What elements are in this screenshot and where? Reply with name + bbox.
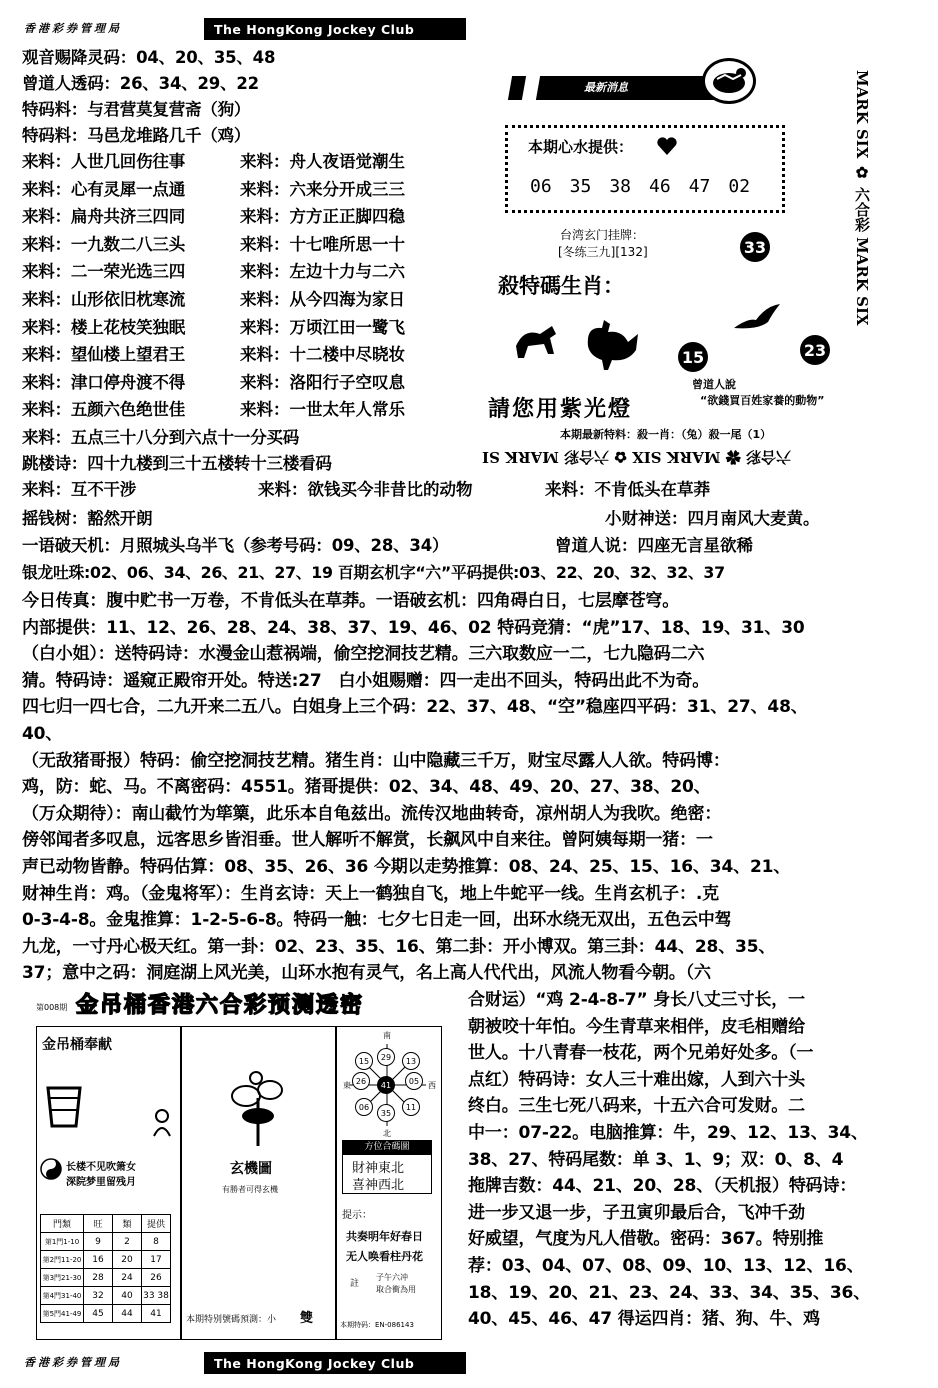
main-paragraph-line: （白小姐）：送特码诗：水漫金山惹祸端，偷空挖洞技艺精。三六取数应一二，七九隐码二六: [22, 644, 705, 665]
left-title: 金吊桶奉献: [42, 1037, 112, 1053]
fangwei-title: 方位合碼圖: [342, 1140, 432, 1154]
xishen: 喜神西北: [352, 1178, 405, 1193]
zeng-quote: “欲錢買百姓家養的動物”: [700, 394, 825, 407]
laili-right: 来料：六来分开成三三: [240, 179, 405, 199]
men-table-cell: 28: [84, 1269, 113, 1287]
mark-six-bottom: 六合彩 ✿ MARK SIX ✿ 六合彩 MARK SI: [482, 448, 791, 466]
main-paragraph-line: 37；意中之码：洞庭湖上风光美，山环水抱有灵气，名上高人代代出，风流人物看今朝。（六: [22, 963, 711, 984]
zeng-label: 曾道人說: [692, 378, 736, 391]
main-paragraph-line: 四七归一四七合，二九开来二五八。白姐身上三个码：22、37、48、“空”稳座四平码：31、27、48、: [22, 697, 808, 718]
taiwan-label: 台湾玄门挂牌：: [560, 228, 645, 242]
main-paragraph-line: （万众期待）：南山截竹为筚篥，此乐本自龟兹出。流传汉地曲转奇，凉州胡人为我吹。绝密：: [22, 803, 722, 824]
compass-south: 南: [383, 1031, 391, 1040]
men-table-row: [41, 1269, 171, 1287]
right-paragraph-line: 终白。三生七死八码来，十五六合可发财。二: [468, 1096, 805, 1117]
men-table-header-cell: 類: [113, 1215, 142, 1233]
predict-value: 雙: [300, 1311, 314, 1326]
men-table-cell: 40: [113, 1287, 142, 1305]
latest-news: 最新消息: [584, 81, 628, 94]
laili-right: 来料：一世太年人常乐: [240, 400, 405, 420]
row-yiyu-right: 曾道人说：四座无言星欲稀: [555, 536, 753, 555]
row-yinlong: 银龙吐珠:02、06、34、26、21、27、19 百期玄机字“六”平码提供:03、22、20、32、32、37: [22, 563, 725, 582]
row-yaoqian-right: 小财神送：四月南风大麦黄。: [605, 509, 820, 528]
yinyang-icon: [40, 1158, 62, 1184]
dragon-icon: [732, 300, 782, 338]
row-three-2: 来料：欲钱买今非昔比的动物: [258, 480, 473, 499]
main-paragraph-line: 猜。特码诗：遥窥正殿帘开处。特送:27 白小姐赐赠：四一走出不回头，特码出此不为奇。: [22, 670, 710, 691]
rooster-icon: [578, 316, 642, 376]
men-table-cell: 8: [142, 1233, 171, 1251]
main-paragraph-line: 声已动物皆静。特码估算：08、35、26、36 今期以走势推算：08、24、25、15、16、34、21、: [22, 856, 791, 877]
center-caption: 玄機圖: [230, 1161, 272, 1177]
row-three-3: 来料：不肯低头在草莽: [545, 480, 710, 499]
line-zengdao: 曾道人透码：26、34、29、22: [22, 74, 259, 93]
xinshui-numbers: 06 35 38 46 47 02: [530, 176, 751, 197]
right-paragraph-line: 点红）特码诗：女人三十难出嫁，人到六十头: [468, 1069, 805, 1090]
row-yaoqian-left: 摇钱树：豁然开朗: [22, 509, 153, 528]
mark-six-side: MARK SIX ✿ 六合彩 MARK SIX: [853, 70, 871, 326]
turtle-icon: [702, 58, 756, 104]
right-paragraph-line: 合财运）“鸡 2-4-8-7” 身长八丈三寸长，一: [468, 990, 805, 1010]
laili-left: 来料：津口停舟渡不得: [22, 372, 186, 392]
bottom-banner-cn: 香港彩券管理局: [14, 1352, 204, 1374]
right-paragraph-line: 40、45、46、47 得运四肖：猪、狗、牛、鸡: [468, 1309, 820, 1330]
laili-right: 来料：万顷江田一鹭飞: [240, 317, 405, 337]
compass-number: 29: [377, 1048, 395, 1066]
laili-right: 来料：洛阳行子空叹息: [240, 372, 405, 392]
laili-right: 来料：舟人夜语觉潮生: [240, 152, 405, 171]
men-table-header-cell: 提供: [142, 1215, 171, 1233]
men-table-header-cell: 門類: [41, 1215, 84, 1233]
right-paragraph-line: 荐：03、04、07、08、09、10、13、12、16、: [468, 1255, 864, 1276]
men-table-cell: 44: [113, 1305, 142, 1323]
mark-six-label-2: MARK SIX: [853, 237, 871, 326]
men-table-row: [41, 1233, 171, 1251]
right-paragraph-line: 38、27、特码尾数：单 3、1、9；双：0、8、4: [468, 1149, 844, 1170]
compass-west: 西: [428, 1081, 436, 1090]
laili-left: 来料：扁舟共济三四同: [22, 207, 186, 227]
circle-33: 33: [740, 232, 770, 262]
compass-north: 北: [383, 1129, 391, 1138]
note-label: 註: [350, 1279, 360, 1289]
compass-number: 15: [355, 1052, 373, 1070]
top-banner: [14, 18, 466, 40]
bottom-poem-2: 无人唤看柱丹花: [346, 1250, 423, 1263]
taiwan-value: [冬练三九][132]: [558, 245, 648, 259]
bottom-poem-1: 共奏明年好春日: [346, 1230, 423, 1243]
poem-line-2: 深院梦里留残月: [66, 1177, 136, 1188]
main-paragraph-line: 40、: [22, 723, 63, 744]
men-table-cell: 2: [113, 1233, 142, 1251]
right-paragraph-line: 拖牌吉数：44、21、20、28、（天机报）特码诗：: [468, 1176, 857, 1197]
predict-label: 本期特别號碼預測：小: [186, 1315, 277, 1325]
caishen: 財神東北: [352, 1161, 405, 1176]
compass-east: 東: [343, 1081, 351, 1090]
note-text-1: 子午六冲: [376, 1273, 408, 1282]
compass-number: 11: [402, 1098, 420, 1116]
line-guanyin: 观音赐降灵码：04、20、35、48: [22, 48, 276, 67]
row-three-1: 来料：互不干涉: [22, 480, 137, 499]
men-table-cell: 17: [142, 1251, 171, 1269]
men-table-header: [41, 1215, 171, 1233]
right-paragraph-line: 朝被咬十年怕。今生青草来相伴，皮毛相赠给: [468, 1016, 805, 1037]
right-paragraph-line: 世人。十八青春一枝花，两个兄弟好处多。（一: [468, 1043, 814, 1064]
purple-lamp: 請您用紫光燈: [488, 396, 633, 422]
laili-right: 来料：左边十力与二六: [240, 262, 405, 282]
compass-number: 06: [355, 1098, 373, 1116]
men-table-row: [41, 1287, 171, 1305]
laili-left: 来料：人世几回伤往事: [22, 152, 186, 171]
men-table-cell: 24: [113, 1269, 142, 1287]
compass-number: 13: [402, 1052, 420, 1070]
kill-title: 殺特碼生肖：: [498, 273, 624, 298]
bottom-banner: [14, 1352, 466, 1374]
laili-left: 来料：心有灵犀一点通: [22, 179, 186, 199]
right-paragraph-line: 18、19、20、21、23、24、33、34、35、36、: [468, 1282, 871, 1303]
men-table-cell: 第5門41-49: [41, 1305, 84, 1323]
circle-23: 23: [800, 335, 830, 365]
compass-number: 05: [405, 1072, 423, 1090]
laili-left: 来料：山形依旧枕寒流: [22, 290, 186, 309]
bottom-label: 提示：: [342, 1210, 372, 1221]
men-table-cell: 20: [113, 1251, 142, 1269]
main-paragraph-line: 今日传真：腹中贮书一万卷，不肯低头在草莽。一语破玄机：四角碍白日，七层摩苍穹。: [22, 591, 680, 611]
compass-number: 41: [377, 1076, 395, 1094]
circle-15: 15: [678, 342, 708, 372]
laili-right: 来料：十七唯所思一十: [240, 234, 405, 254]
line-wudian: 来料：五点三十八分到六点十一分买码: [22, 428, 300, 447]
horse-icon: [510, 318, 566, 368]
men-table-row: [41, 1251, 171, 1269]
main-paragraph-line: 财神生肖：鸡。（金鬼将军）：生肖玄诗：天上一鹤独自飞，地上牛蛇平一线。生肖玄机子：.克: [22, 883, 720, 904]
laili-right: 来料：方方正正脚四稳: [240, 207, 405, 227]
right-paragraph-line: 中一：07-22。电脑推算：牛，29、12、13、34、: [468, 1122, 868, 1143]
right-paragraph-line: 进一步又退一步，子丑寅卯最后合，飞冲千劲: [468, 1202, 805, 1223]
poem-line-1: 长楼不见吹箫女: [66, 1162, 136, 1173]
men-table-cell: 26: [142, 1269, 171, 1287]
block-title: 金吊桶香港六合彩预测透密: [76, 992, 365, 1018]
men-table-cell: 41: [142, 1305, 171, 1323]
men-table-cell: 32: [84, 1287, 113, 1305]
compass-number: 35: [377, 1104, 395, 1122]
bucket-icon: [44, 1082, 84, 1134]
main-paragraph-line: 0-3-4-8。金鬼推算：1-2-5-6-8。特码一触：七夕七日走一回，出环水绕无双出，五色云中驾: [22, 910, 732, 931]
banner-en: The HongKong Jockey Club: [214, 21, 415, 37]
men-table: [40, 1214, 171, 1323]
child-icon: [150, 1108, 174, 1142]
main-paragraph-line: 内部提供：11、12、26、28、24、38、37、19、46、02 特码竞猜：“虎”17、18、19、31、30: [22, 617, 805, 638]
compass-number: 26: [352, 1072, 370, 1090]
laili-left: 来料：一九数二八三头: [22, 234, 186, 254]
main-paragraph-line: 九龙，一寸丹心极天红。第一卦：02、23、35、16、第二卦：开小博双。第三卦：44、28、35、: [22, 936, 776, 957]
line-temaliao-1: 特码料：与君营莫复营斋（狗）: [22, 100, 251, 119]
line-temaliao-2: 特码料：马邑龙堆路几千（鸡）: [22, 126, 251, 145]
men-table-cell: 第2門11-20: [41, 1251, 84, 1269]
men-table-header-cell: 旺: [84, 1215, 113, 1233]
men-table-row: [41, 1305, 171, 1323]
men-table-cell: 第1門1-10: [41, 1233, 84, 1251]
banner-cn: 香港彩券管理局: [14, 18, 204, 40]
men-table-cell: 第3門21-30: [41, 1269, 84, 1287]
latest-special: 本期最新特料：殺一肖：（兔）殺一尾（1）: [560, 428, 772, 441]
men-table-cell: 33 38: [142, 1287, 171, 1305]
right-paragraph: [468, 987, 928, 1333]
line-tiaolou: 跳楼诗：四十九楼到三十五楼转十三楼看码: [22, 454, 332, 473]
laili-left: 来料：望仙楼上望君王: [22, 345, 186, 365]
center-sub: 有勝者可得玄機: [222, 1185, 278, 1194]
men-table-cell: 16: [84, 1251, 113, 1269]
row-yiyu-left: 一语破天机：月照城头乌半飞（参考号码：09、28、34）: [22, 536, 449, 555]
laili-left: 来料：五颜六色绝世佳: [22, 400, 186, 420]
main-paragraph-line: 傍邻闻者多叹息，远客思乡皆泪垂。世人解听不解赏，长飙风中自来往。曾阿姨每期一猪：一: [22, 830, 713, 851]
main-paragraph-line: 鸡，防：蛇、马。不离密码：4551。猪哥提供：02、34、48、49、20、27、38、20、: [22, 777, 711, 798]
mark-six-label-1: MARK SIX: [853, 70, 871, 159]
issue-label: 第008期: [36, 1003, 68, 1012]
bottom-banner-en: The HongKong Jockey Club: [214, 1355, 415, 1371]
right-paragraph-line: 好威望，气度为凡人借敬。密码：367。特别推: [468, 1229, 824, 1250]
men-table-cell: 45: [84, 1305, 113, 1323]
main-paragraph: [22, 588, 922, 987]
main-paragraph-line: （无敌猪哥报）特码：偷空挖洞技艺精。猪生肖：山中隐藏三千万，财宝尽露人人欲。特码博：: [22, 750, 730, 771]
liuhecai-label: 六合彩: [853, 186, 871, 232]
footer-code: 本期特码：EN-086143: [340, 1321, 414, 1329]
heart-icon: [656, 136, 678, 156]
men-table-cell: 9: [84, 1233, 113, 1251]
men-table-cell: 第4門31-40: [41, 1287, 84, 1305]
laili-right: 来料：十二楼中尽晓妆: [240, 345, 405, 365]
laili-right: 来料：从今四海为家日: [240, 290, 405, 309]
note-text-2: 取合衝為用: [376, 1285, 416, 1294]
xinshui-label: 本期心水提供：: [528, 138, 634, 156]
laili-left: 来料：二一荣光选三四: [22, 262, 186, 282]
laili-left: 来料：楼上花枝笑独眠: [22, 317, 186, 337]
plant-icon: [226, 1068, 290, 1152]
